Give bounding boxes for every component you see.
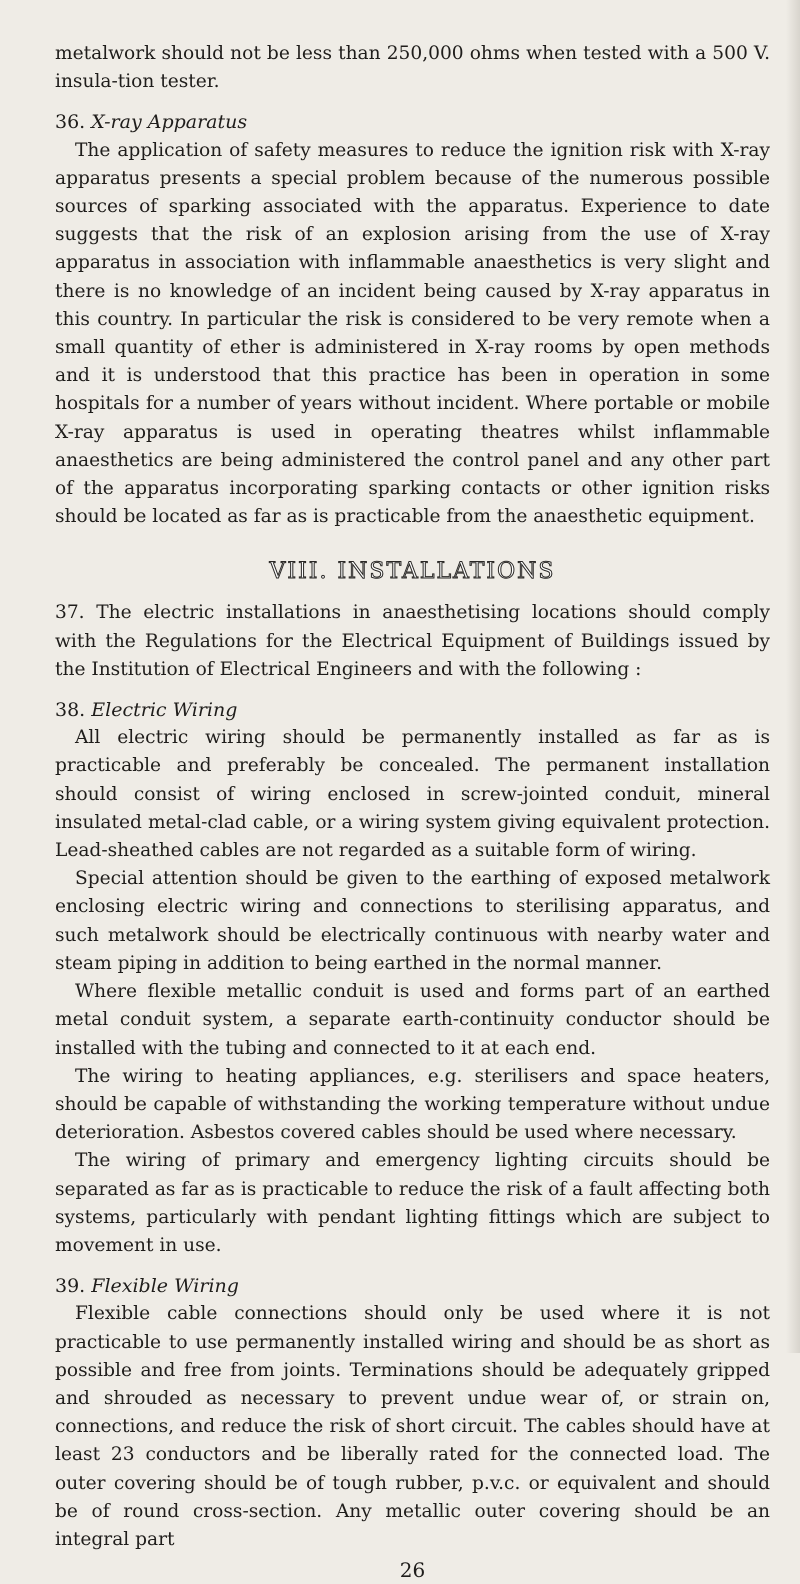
section-36-title: X-ray Apparatus — [91, 111, 248, 134]
page-number: 26 — [399, 1558, 426, 1583]
section-38-paragraph-1: All electric wiring should be permanently installed as far as is practicable and preferably be concealed. The permanent installation should consist of wiring enclosed in screw-jointed conduit, mineral insulated metal-clad cable, or a wiring system giving equivalent protection. Lead-sheathed cables are not regarded as a suitable form of wiring. — [55, 727, 770, 862]
section-38-title: Electric Wiring — [91, 699, 238, 722]
section-38-paragraph-4: The wiring to heating appliances, e.g. sterilisers and space heaters, should be capable of withstanding the working temperature without undue deterioration. Asbestos covered cables should be used where necessary. — [55, 1065, 770, 1144]
section-36-heading — [55, 108, 770, 136]
section-38-heading — [55, 696, 770, 724]
section-36-paragraph: The application of safety measures to reduce the ignition risk with X-ray apparatus presents a special problem because of the numerous possible sources of sparking associated with the apparatus. Experience to date suggests that the risk of an explosion arising from the use of X-ray apparatus in association with inflammable anaesthetics is very slight and there is no knowledge of an incident being caused by X-ray apparatus in this country. In particular the risk is considered to be very remote when a small quantity of ether is administered in X-ray rooms by open methods and it is understood that this practice has been in operation in some hospitals for a number of years without incident. Where portable or mobile X-ray apparatus is used in operating theatres whilst inflammable anaesthetics are being administered the control panel and any other part of the apparatus incorporating sparking contacts or other ignition risks should be located as far as is practicable from the anaesthetic equipment. — [55, 139, 770, 528]
section-38-paragraph-3: Where flexible metallic conduit is used and forms part of an earthed metal conduit system, a separate earth-continuity conductor should be installed with the tubing and connected to it at each end. — [55, 981, 770, 1059]
section-37-number: 37. — [55, 602, 85, 624]
section-39-heading — [55, 1272, 770, 1300]
section-38-paragraph-2: Special attention should be given to the earthing of exposed metalwork enclosing electric wiring and connections to sterilising apparatus, and such metalwork should be electrically continuous with nearby water and steam piping in addition to being earthed in the normal manner. — [55, 868, 770, 974]
section-37-text: The electric installations in anaesthetising locations should comply with the Regulations for the Electrical Equipment of Buildings issued by the Institution of Electrical Engineers and with the following : — [55, 602, 770, 680]
section-38-paragraph-5: The wiring of primary and emergency lighting circuits should be separated as far as is practicable to reduce the risk of a fault affecting both systems, particularly with pendant lighting fittings which are subject to movement in use. — [55, 1150, 770, 1256]
section-39-title: Flexible Wiring — [91, 1275, 239, 1298]
section-39-number: 39. — [55, 1275, 86, 1298]
section-39-paragraph: Flexible cable connections should only be used where it is not practicable to use permanently installed wiring and should be as short as possible and free from joints. Terminations should be adequately gripped and shrouded as necessary to prevent undue wear of, or strain on, connections, and reduce the risk of short circuit. The cables should have at least 23 conductors and be liberally rated for the connected load. The outer covering should be of tough rubber, p.v.c. or equivalent and should be of round cross-section. Any metallic outer covering should be an integral part — [55, 1303, 770, 1550]
section-36-number: 36. — [55, 111, 86, 134]
section-37-paragraph — [55, 599, 770, 684]
intro-paragraph: metalwork should not be less than 250,000 ohms when tested with a 500 V. insula-tion tester. — [55, 43, 770, 93]
section-viii-title: VIII. INSTALLATIONS — [269, 559, 556, 585]
section-38-number: 38. — [55, 699, 86, 722]
